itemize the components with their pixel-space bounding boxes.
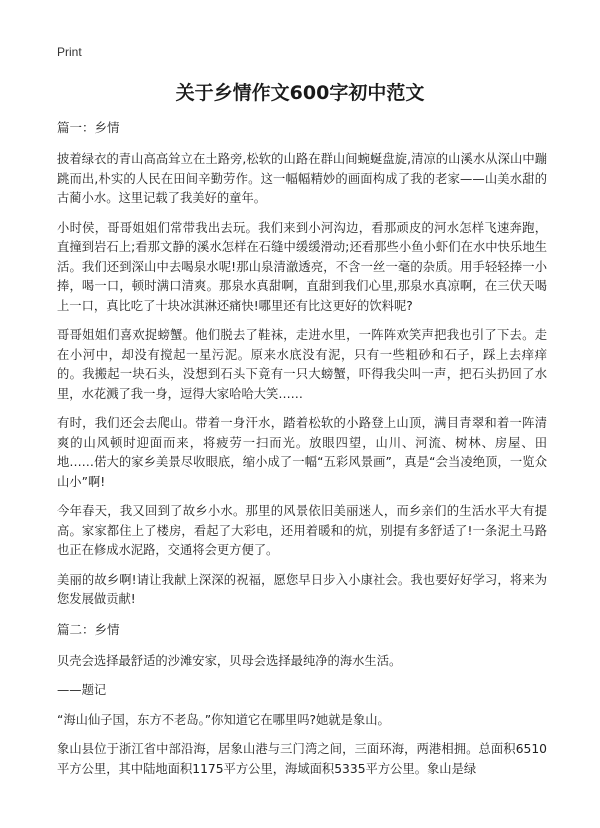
paragraph: 今年春天，我又回到了故乡小水。那里的风景依旧美丽迷人，而乡亲们的生活水平大有提高。家家都住上了楼房，看起了大彩电，还用着暖和的炕，别提有多舒适了!一条泥土马路也正在修成水泥路，交通将会更方便了。 [57,504,547,557]
section-heading-1: 篇一：乡情 [57,120,120,135]
section-heading-2: 篇二：乡情 [57,621,120,637]
paragraph: 哥哥姐姐们喜欢捉螃蟹。他们脱去了鞋袜，走进水里，一阵阵欢笑声把我也引了下去。走在小河中，却没有搅起一星污泥。原来水底没有泥，只有一些粗砂和石子，踩上去痒痒的。我搬起一块石头，没想到石头下竟有一只大螃蟹，吓得我尖叫一声，把石头扔回了水里，水花溅了我一身，逗得大家哈哈大笑…… [57,328,547,401]
article-body [57,118,547,789]
page-title: 关于乡情作文600字初中范文 [175,82,425,104]
paragraph: 美丽的故乡啊!请让我献上深深的祝福，愿您早日步入小康社会。我也要好好学习，将来为您发展做贡献! [57,572,547,606]
paragraph: 小时侯，哥哥姐姐们常带我出去玩。我们来到小河沟边，看那顽皮的河水怎样飞速奔跑，直撞到岩石上;看那文静的溪水怎样在石缝中缓缓滑动;还看那些小鱼小虾们在水中快乐地生活。我们还到深山中去喝泉水呢!那山泉清澈透亮，不含一丝一毫的杂质。用手轻轻捧一小捧，喝一口，顿时满口清爽。那泉水真甜啊，直甜到我们心里,那泉水真凉啊，在三伏天喝上一口，真比吃了十块冰淇淋还痛快!哪里还有比这更好的饮料呢? [57,220,547,313]
paragraph: 象山县位于浙江省中部沿海，居象山港与三门湾之间，三面环海，两港相拥。总面积6510平方公里，其中陆地面积1175平方公里，海域面积5335平方公里。象山是绿 [57,742,547,776]
paragraph: 贝壳会选择最舒适的沙滩安家，贝母会选择最纯净的海水生活。 [57,653,402,668]
paragraph: 有时，我们还会去爬山。带着一身汗水，踏着松软的小路登上山顶，满目青翠和着一阵清爽的山风顿时迎面而来，将疲劳一扫而光。放眼四望，山川、河流、树林、房屋、田地……偌大的家乡美景尽收眼底，缩小成了一幅“五彩风景画”，真是“会当凌绝顶，一览众山小”啊! [57,416,547,489]
paragraph: 披着绿衣的青山高高耸立在土路旁,松软的山路在群山间蜿蜒盘旋,清凉的山溪水从深山中蹦跳而出,朴实的人民在田间辛勤劳作。这一幅幅精妙的画面构成了我的老家——山美水甜的古蔺小水。这里记载了我美好的童年。 [57,152,547,205]
paragraph: “海山仙子国，东方不老岛。”你知道它在哪里吗?她就是象山。 [57,712,390,727]
print-label: Print [57,45,82,59]
epigraph-attribution: ——题记 [57,683,107,697]
